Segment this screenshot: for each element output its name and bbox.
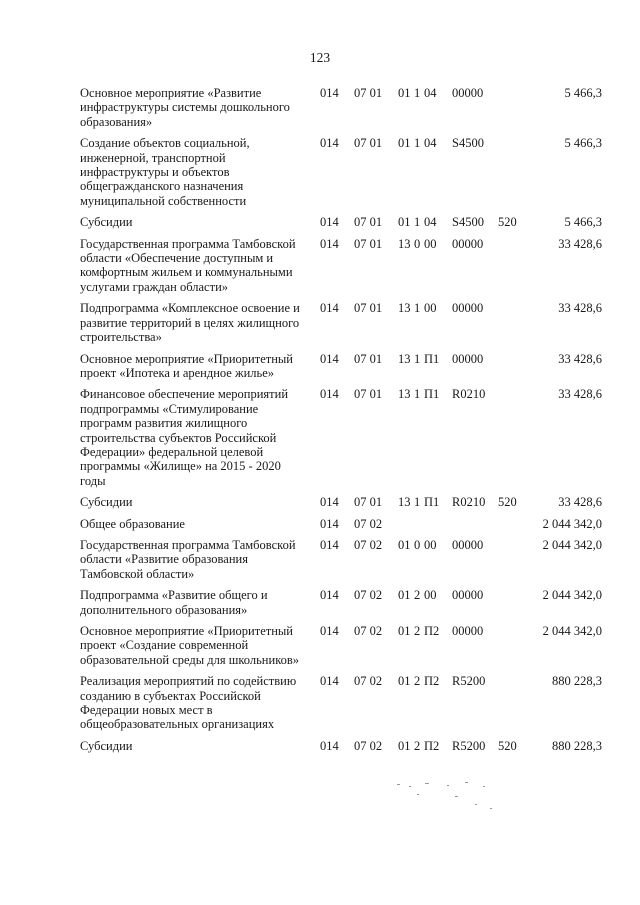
- expense-type-code: 520: [498, 215, 517, 230]
- expense-type-code: 520: [498, 738, 517, 753]
- program-code: 01: [398, 674, 411, 689]
- program-code: 01: [398, 588, 411, 603]
- subprogram-code: 1: [414, 136, 421, 151]
- section-code: 07 01: [354, 236, 383, 251]
- amount: 2 044 342,0: [542, 624, 602, 638]
- subprogram-code: 1: [414, 351, 421, 366]
- section-code: 07 02: [354, 674, 383, 689]
- program-code: 01: [398, 738, 411, 753]
- subprogram-code: 1: [414, 387, 421, 402]
- table-row: [80, 674, 602, 732]
- section-code: 07 01: [354, 387, 383, 402]
- group-code: 00: [424, 236, 437, 251]
- ministry-code: 014: [320, 215, 339, 230]
- direction-code: 00000: [452, 537, 484, 552]
- row-name: Создание объектов социальной, инженерной, транспортной инфраструктуры и объектов общегражданского назначения муниципальной собственности: [80, 136, 250, 208]
- budget-table: [80, 86, 602, 760]
- direction-code: 00000: [452, 301, 484, 316]
- table-row: [80, 495, 602, 509]
- row-name: Основное мероприятие «Приоритетный проект «Создание современной образовательной среды для школьников»: [80, 624, 300, 667]
- program-code: 13: [398, 236, 411, 251]
- direction-code: S4500: [452, 215, 484, 230]
- group-code: П1: [424, 387, 440, 402]
- table-row: [80, 588, 602, 617]
- ministry-code: 014: [320, 387, 339, 402]
- group-code: 04: [424, 136, 437, 151]
- amount: 5 466,3: [564, 215, 602, 230]
- subprogram-code: 1: [414, 301, 421, 316]
- direction-code: R5200: [452, 674, 486, 689]
- section-code: 07 02: [354, 588, 383, 603]
- expense-type-code: 520: [498, 495, 517, 510]
- amount: 880 228,3: [552, 674, 602, 689]
- subprogram-code: 0: [414, 236, 421, 251]
- program-code: 01: [398, 215, 411, 230]
- section-code: 07 02: [354, 624, 383, 638]
- direction-code: R5200: [452, 738, 486, 753]
- group-code: П2: [424, 674, 440, 689]
- ministry-code: 014: [320, 588, 339, 603]
- section-code: 07 01: [354, 215, 383, 230]
- ministry-code: 014: [320, 351, 339, 366]
- section-code: 07 01: [354, 86, 383, 100]
- subprogram-code: 2: [414, 624, 421, 638]
- row-name: Реализация мероприятий по содействию созданию в субъектах Российской Федерации новых мест в общеобразовательных организациях: [80, 674, 297, 732]
- amount: 33 428,6: [558, 301, 602, 316]
- subprogram-code: 2: [414, 738, 421, 753]
- ministry-code: 014: [320, 86, 339, 100]
- table-row: [80, 301, 602, 344]
- direction-code: 00000: [452, 86, 484, 100]
- row-name: Субсидии: [80, 215, 133, 230]
- program-code: 13: [398, 387, 411, 402]
- row-name: Основное мероприятие «Приоритетный проект «Ипотека и арендное жилье»: [80, 351, 294, 380]
- row-name: Государственная программа Тамбовской области «Развитие образования Тамбовской области»: [80, 537, 296, 581]
- program-code: 01: [398, 136, 411, 151]
- group-code: П1: [424, 351, 440, 366]
- group-code: 00: [424, 537, 437, 552]
- ministry-code: 014: [320, 516, 339, 531]
- row-name: Субсидии: [80, 495, 133, 510]
- section-code: 07 01: [354, 495, 383, 510]
- direction-code: 00000: [452, 236, 484, 251]
- amount: 2 044 342,0: [542, 588, 602, 603]
- amount: 33 428,6: [558, 351, 602, 366]
- direction-code: R0210: [452, 387, 486, 402]
- ministry-code: 014: [320, 674, 339, 689]
- program-code: 13: [398, 301, 411, 316]
- row-name: Подпрограмма «Комплексное освоение и развитие территорий в целях жилищного строительства»: [80, 301, 300, 345]
- amount: 33 428,6: [558, 387, 602, 402]
- amount: 5 466,3: [564, 86, 602, 100]
- table-row: [80, 215, 602, 229]
- row-name: Финансовое обеспечение мероприятий подпрограммы «Стимулирование программ развития жилищного строительства субъектов Российской Федерации» федеральной целевой программы «Жилище» на 2015 - 2020 годы: [80, 387, 289, 488]
- row-name: Общее образование: [80, 516, 185, 531]
- table-row: [80, 739, 602, 753]
- section-code: 07 02: [354, 516, 383, 531]
- row-name: Субсидии: [80, 738, 133, 753]
- group-code: 04: [424, 86, 437, 100]
- row-name: Подпрограмма «Развитие общего и дополнительного образования»: [80, 588, 268, 617]
- table-row: [80, 517, 602, 531]
- subprogram-code: 2: [414, 674, 421, 689]
- ministry-code: 014: [320, 537, 339, 552]
- ministry-code: 014: [320, 236, 339, 251]
- direction-code: S4500: [452, 136, 484, 151]
- section-code: 07 01: [354, 351, 383, 366]
- table-row: [80, 538, 602, 581]
- amount: 33 428,6: [558, 495, 602, 510]
- subprogram-code: 0: [414, 537, 421, 552]
- table-row: [80, 624, 602, 667]
- row-name: Государственная программа Тамбовской области «Обеспечение доступным и комфортным жильем и коммунальными услугами граждан области»: [80, 236, 296, 294]
- table-row: [80, 387, 602, 488]
- ministry-code: 014: [320, 624, 339, 638]
- table-row: [80, 86, 602, 129]
- program-code: 01: [398, 86, 411, 100]
- direction-code: 00000: [452, 624, 484, 638]
- program-code: 01: [398, 537, 411, 552]
- subprogram-code: 1: [414, 215, 421, 230]
- ministry-code: 014: [320, 136, 339, 151]
- amount: 2 044 342,0: [542, 537, 602, 552]
- section-code: 07 01: [354, 301, 383, 316]
- row-name: Основное мероприятие «Развитие инфраструктуры системы дошкольного образования»: [80, 86, 290, 129]
- direction-code: 00000: [452, 588, 484, 603]
- table-row: [80, 352, 602, 381]
- direction-code: R0210: [452, 495, 486, 510]
- amount: 2 044 342,0: [542, 516, 602, 531]
- ministry-code: 014: [320, 495, 339, 510]
- section-code: 07 02: [354, 738, 383, 753]
- table-row: [80, 237, 602, 295]
- group-code: П2: [424, 738, 440, 753]
- group-code: П2: [424, 624, 440, 638]
- subprogram-code: 2: [414, 588, 421, 603]
- program-code: 13: [398, 495, 411, 510]
- group-code: 00: [424, 588, 437, 603]
- amount: 5 466,3: [564, 136, 602, 151]
- group-code: П1: [424, 495, 440, 510]
- scan-noise-marks: [395, 780, 505, 820]
- section-code: 07 01: [354, 136, 383, 151]
- group-code: 00: [424, 301, 437, 316]
- ministry-code: 014: [320, 738, 339, 753]
- direction-code: 00000: [452, 351, 484, 366]
- table-row: [80, 136, 602, 208]
- amount: 880 228,3: [552, 738, 602, 753]
- subprogram-code: 1: [414, 495, 421, 510]
- program-code: 13: [398, 351, 411, 366]
- subprogram-code: 1: [414, 86, 421, 100]
- program-code: 01: [398, 624, 411, 638]
- page-number: 123: [309, 50, 331, 65]
- ministry-code: 014: [320, 301, 339, 316]
- section-code: 07 02: [354, 537, 383, 552]
- group-code: 04: [424, 215, 437, 230]
- amount: 33 428,6: [558, 236, 602, 251]
